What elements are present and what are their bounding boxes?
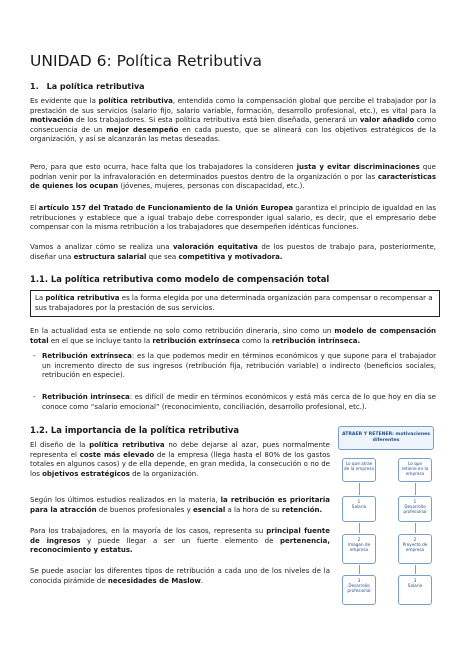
diagram-header: ATRAER Y RETENER: motivaciones diferentes [338,426,434,450]
paragraph: Para los trabajadores, en la mayoría de los casos, representa su principal fuente de ingresos y puede llegar a ser un fuerte elemento de pertenencia, reconocimiento y estatus. [30,527,330,555]
diagram-box-left-3: 3 Desarrollo profesional [342,575,376,605]
definition-box: La política retributiva es la forma elegida por una determinada organización para compensar o recompensar a sus trabajadores por la prestación de sus servicios. [30,290,440,317]
diagram-box-left-2: 2 Imagen de empresa [342,534,376,564]
diagram-box-right-2: 2 Proyecto de empresa [398,534,432,564]
diagram-connector [415,565,416,574]
diagram-connector [359,565,360,574]
paragraph: Según los últimos estudios realizados en la materia, la retribución es prioritaria para la atracción de buenos profesionales y esencial a la hora de su retención. [30,496,330,514]
bullet-dash: - [33,352,36,360]
diagram-connector [359,483,360,495]
diagram-box-left-header: Lo que atrae de la empresa [342,458,376,482]
list-item: - Retribución extrínseca: es la que podemos medir en términos económicos y que supone para el trabajador un incremento directo de sus ingresos (retribución fija, retribución variable) o indirecto (beneficios sociales, retribución en especie). [33,352,436,380]
paragraph: El diseño de la política retributiva no debe dejarse al azar, pues normalmente representa el coste más elevado de la empresa (llega hasta el 80% de los gastos totales en algunos casos) y de ella depende, en gran medida, la consecución o no de los objetivos estratégicos de la organización. [30,441,331,478]
paragraph: En la actualidad esta se entiende no solo como retribución dineraria, sino como un modelo de compensación total en el que se incluye tanto la retribución extrínseca como la retribución intrínseca. [30,327,436,345]
bullet-dash: - [33,393,36,401]
paragraph: Se puede asociar los diferentes tipos de retribución a cada uno de los niveles de la conocida pirámide de necesidades de Maslow. [30,567,330,585]
paragraph: El artículo 157 del Tratado de Funcionamiento de la Unión Europea garantiza el principio de igualdad en las retribuciones y establece que a igual trabajo debe corresponder igual salario, es decir, que el empresario debe compensar con la misma retribución a los trabajadores que desempeñen idénticas funciones. [30,204,436,232]
diagram-connector [415,483,416,495]
section-heading-1-1: 1.1. La política retributiva como modelo de compensación total [30,274,330,284]
paragraph: Pero, para que esto ocurra, hace falta que los trabajadores la consideren justa y evitar discriminaciones que podrían venir por la infravaloración en determinados puestos dentro de la organización o por las características de quienes los ocupan (jóvenes, mujeres, personas con discapacidad, etc.). [30,163,436,191]
diagram-connector [359,523,360,533]
attract-retain-diagram [338,426,436,612]
paragraph: Es evidente que la política retributiva, entendida como la compensación global que percibe el trabajador por la prestación de sus servicios (salario fijo, salario variable, formación, desarrollo profesional, etc.), es vital para la motivación de los trabajadores. Si esta política retributiva está bien diseñada, generará un valor añadido como consecuencia de un mejor desempeño en cada puesto, que se alineará con los objetivos estratégicos de la organización, y así se alcanzarán las metas deseadas. [30,97,437,144]
section-heading-1-2: 1.2. La importancia de la política retributiva [30,425,240,435]
diagram-box-right-3: 3 Salario [398,575,432,605]
diagram-box-right-header: Lo que retiene en la empresa [398,458,432,482]
section-heading-1: 1. La política retributiva [30,82,145,91]
page-title: UNIDAD 6: Política Retributiva [30,52,262,70]
diagram-connector [415,523,416,533]
list-item: - Retribución intrínseca: es difícil de medir en términos económicos y está más cerca de lo que hoy en día se conoce como “salario emocional” (reconocimiento, conciliación, desarrollo profesional, etc.). [33,393,436,411]
diagram-box-left-1: 1 Salario [342,496,376,522]
diagram-box-right-1: 1 Desarrollo profesional [398,496,432,522]
paragraph: Vamos a analizar cómo se realiza una valoración equitativa de los puestos de trabajo para, posteriormente, diseñar una estructura salarial que sea competitiva y motivadora. [30,243,436,261]
